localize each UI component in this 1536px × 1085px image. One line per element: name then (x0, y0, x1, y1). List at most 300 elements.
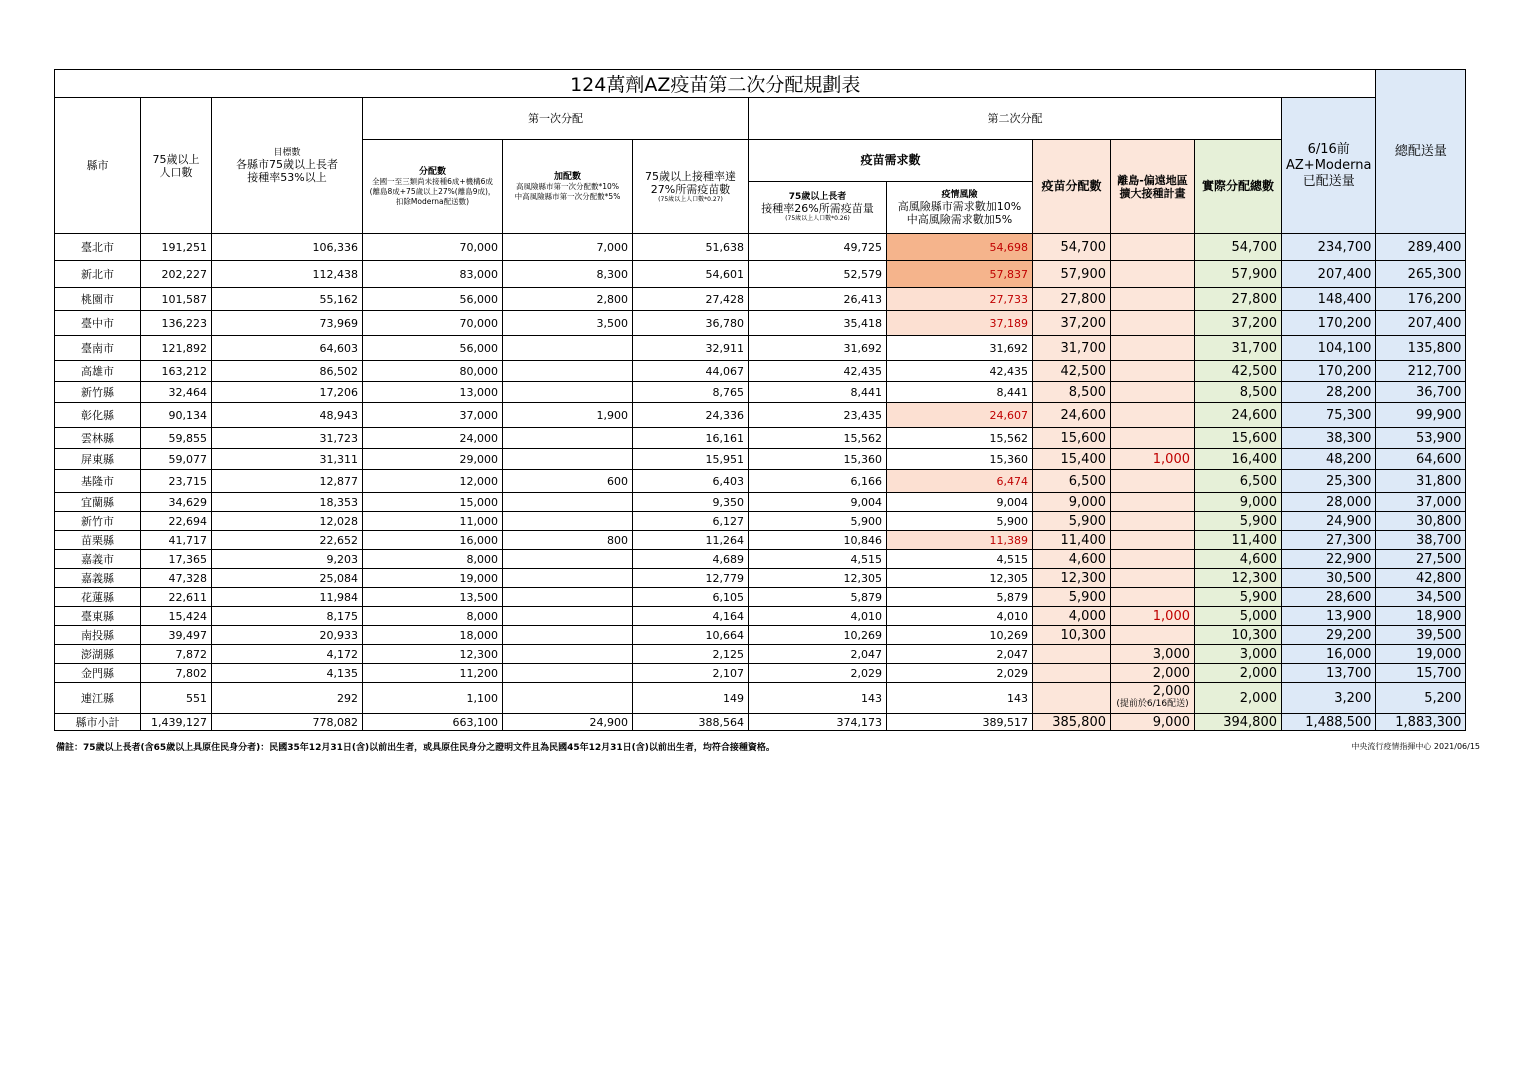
cell-island (1111, 550, 1195, 569)
cell-shipped: 30,500 (1282, 569, 1376, 588)
header-county: 縣市 (55, 98, 141, 234)
header-shipped-line1: 6/16前 (1307, 141, 1350, 157)
cell-need27: 54,601 (633, 261, 749, 288)
cell-pop: 34,629 (141, 493, 212, 512)
cell-d26: 42,435 (749, 361, 887, 382)
cell-d26: 12,305 (749, 569, 887, 588)
cell-alloc: 16,000 (363, 531, 503, 550)
cell-risk: 12,305 (887, 569, 1033, 588)
cell-d26: 52,579 (749, 261, 887, 288)
cell-d26: 26,413 (749, 288, 887, 311)
cell-extra: 3,500 (503, 311, 633, 336)
cell-actual: 6,500 (1195, 470, 1282, 493)
cell-shipped: 25,300 (1282, 470, 1376, 493)
cell-shipped: 22,900 (1282, 550, 1376, 569)
cell-need27: 2,125 (633, 645, 749, 664)
cell-county: 臺南市 (55, 336, 141, 361)
cell-alloc: 8,000 (363, 607, 503, 626)
cell-target: 4,135 (212, 664, 363, 683)
cell-valloc: 11,400 (1033, 531, 1111, 550)
table-row (55, 683, 1466, 714)
cell-valloc: 4,000 (1033, 607, 1111, 626)
header-risk-title: 疫情風險 (941, 189, 978, 200)
cell-island (1111, 626, 1195, 645)
cell-risk: 37,189 (887, 311, 1033, 336)
cell-d26: 9,004 (749, 493, 887, 512)
cell-total: 1,883,300 (1376, 714, 1466, 731)
cell-county: 新竹市 (55, 512, 141, 531)
cell-target: 112,438 (212, 261, 363, 288)
cell-valloc: 42,500 (1033, 361, 1111, 382)
header-actual: 實際分配總數 (1195, 140, 1282, 234)
cell-target: 31,723 (212, 428, 363, 449)
table-row (55, 588, 1466, 607)
cell-county: 雲林縣 (55, 428, 141, 449)
header-d26-note: (75歲以上人口數*0.26) (785, 215, 850, 222)
island-value: 2,000 (1152, 684, 1190, 699)
cell-alloc: 56,000 (363, 336, 503, 361)
header-d26 (749, 182, 887, 234)
cell-target: 778,082 (212, 714, 363, 731)
cell-pop: 47,328 (141, 569, 212, 588)
cell-target: 55,162 (212, 288, 363, 311)
header-need27-title: 75歲以上接種率達 27%所需疫苗數 (645, 169, 736, 196)
header-island: 離島-偏遠地區 擴大接種計畫 (1111, 140, 1195, 234)
cell-shipped: 28,000 (1282, 493, 1376, 512)
cell-valloc: 10,300 (1033, 626, 1111, 645)
cell-risk: 31,692 (887, 336, 1033, 361)
cell-pop: 59,077 (141, 449, 212, 470)
cell-valloc: 385,800 (1033, 714, 1111, 731)
cell-alloc: 12,300 (363, 645, 503, 664)
cell-actual: 9,000 (1195, 493, 1282, 512)
header-alloc-title: 分配數 (418, 166, 446, 177)
cell-shipped: 1,488,500 (1282, 714, 1376, 731)
cell-valloc: 5,900 (1033, 588, 1111, 607)
cell-risk: 54,698 (887, 234, 1033, 261)
cell-shipped: 104,100 (1282, 336, 1376, 361)
cell-shipped: 29,200 (1282, 626, 1376, 645)
table-row (55, 714, 1466, 731)
cell-risk: 5,900 (887, 512, 1033, 531)
table-row (55, 382, 1466, 403)
cell-target: 4,172 (212, 645, 363, 664)
cell-island (1111, 493, 1195, 512)
cell-pop: 163,212 (141, 361, 212, 382)
cell-pop: 15,424 (141, 607, 212, 626)
cell-need27: 27,428 (633, 288, 749, 311)
cell-extra: 8,300 (503, 261, 633, 288)
cell-island (1111, 311, 1195, 336)
cell-island: 9,000 (1111, 714, 1195, 731)
cell-pop: 17,365 (141, 550, 212, 569)
cell-d26: 10,846 (749, 531, 887, 550)
cell-alloc: 18,000 (363, 626, 503, 645)
cell-target: 12,028 (212, 512, 363, 531)
cell-actual: 2,000 (1195, 683, 1282, 714)
cell-d26: 35,418 (749, 311, 887, 336)
cell-actual: 11,400 (1195, 531, 1282, 550)
header-risk (887, 182, 1033, 234)
header-shipped-line3: 已配送量 (1302, 173, 1355, 189)
cell-actual: 8,500 (1195, 382, 1282, 403)
cell-island: 2,000 (1111, 664, 1195, 683)
table-row (55, 470, 1466, 493)
cell-island: 1,000 (1111, 607, 1195, 626)
cell-d26: 49,725 (749, 234, 887, 261)
cell-alloc: 56,000 (363, 288, 503, 311)
cell-risk: 9,004 (887, 493, 1033, 512)
cell-d26: 6,166 (749, 470, 887, 493)
header-shipped-line2: AZ+Moderna (1286, 157, 1372, 173)
cell-island (1111, 361, 1195, 382)
cell-extra: 7,000 (503, 234, 633, 261)
cell-valloc: 8,500 (1033, 382, 1111, 403)
cell-actual: 5,000 (1195, 607, 1282, 626)
cell-risk: 143 (887, 683, 1033, 714)
header-pop75: 75歲以上 人口數 (141, 98, 212, 234)
allocation-table (54, 69, 1466, 731)
header-target-title: 目標數 (273, 147, 301, 158)
table-row (55, 493, 1466, 512)
cell-island (1111, 428, 1195, 449)
table-row (55, 645, 1466, 664)
cell-risk: 6,474 (887, 470, 1033, 493)
cell-island (1111, 382, 1195, 403)
cell-d26: 10,269 (749, 626, 887, 645)
cell-actual: 3,000 (1195, 645, 1282, 664)
cell-need27: 4,689 (633, 550, 749, 569)
cell-island (1111, 234, 1195, 261)
cell-d26: 15,562 (749, 428, 887, 449)
cell-shipped: 27,300 (1282, 531, 1376, 550)
cell-target: 48,943 (212, 403, 363, 428)
cell-extra: 2,800 (503, 288, 633, 311)
cell-d26: 4,010 (749, 607, 887, 626)
cell-target: 9,203 (212, 550, 363, 569)
table-row (55, 311, 1466, 336)
table-row (55, 234, 1466, 261)
cell-target: 17,206 (212, 382, 363, 403)
cell-extra (503, 336, 633, 361)
cell-alloc: 29,000 (363, 449, 503, 470)
cell-actual: 12,300 (1195, 569, 1282, 588)
cell-total: 64,600 (1376, 449, 1466, 470)
cell-island: 1,000 (1111, 449, 1195, 470)
cell-county: 花蓮縣 (55, 588, 141, 607)
cell-island (1111, 470, 1195, 493)
cell-alloc: 12,000 (363, 470, 503, 493)
table-row (55, 428, 1466, 449)
cell-county: 高雄市 (55, 361, 141, 382)
cell-extra (503, 607, 633, 626)
cell-valloc: 12,300 (1033, 569, 1111, 588)
cell-actual: 16,400 (1195, 449, 1282, 470)
cell-d26: 31,692 (749, 336, 887, 361)
cell-total: 31,800 (1376, 470, 1466, 493)
cell-need27: 10,664 (633, 626, 749, 645)
cell-island (1111, 288, 1195, 311)
cell-target: 25,084 (212, 569, 363, 588)
cell-alloc: 13,000 (363, 382, 503, 403)
cell-island: 3,000 (1111, 645, 1195, 664)
cell-county: 嘉義縣 (55, 569, 141, 588)
cell-need27: 6,105 (633, 588, 749, 607)
cell-alloc: 83,000 (363, 261, 503, 288)
cell-county: 連江縣 (55, 683, 141, 714)
cell-island (1111, 336, 1195, 361)
cell-valloc: 24,600 (1033, 403, 1111, 428)
cell-island (1111, 588, 1195, 607)
cell-island (1111, 531, 1195, 550)
header-first-round: 第一次分配 (363, 98, 749, 140)
cell-d26: 4,515 (749, 550, 887, 569)
cell-alloc: 663,100 (363, 714, 503, 731)
cell-island (1111, 569, 1195, 588)
cell-risk: 8,441 (887, 382, 1033, 403)
cell-actual: 394,800 (1195, 714, 1282, 731)
cell-valloc: 6,500 (1033, 470, 1111, 493)
cell-shipped: 24,900 (1282, 512, 1376, 531)
cell-valloc (1033, 645, 1111, 664)
cell-extra (503, 550, 633, 569)
table-row (55, 288, 1466, 311)
cell-alloc: 13,500 (363, 588, 503, 607)
cell-shipped: 234,700 (1282, 234, 1376, 261)
cell-actual: 4,600 (1195, 550, 1282, 569)
island-note: (提前於6/16配送) (1116, 699, 1189, 709)
cell-county: 彰化縣 (55, 403, 141, 428)
cell-total: 36,700 (1376, 382, 1466, 403)
cell-d26: 23,435 (749, 403, 887, 428)
cell-shipped: 3,200 (1282, 683, 1376, 714)
cell-extra (503, 428, 633, 449)
cell-target: 12,877 (212, 470, 363, 493)
header-need27-note: (75歲以上人口數*0.27) (658, 195, 723, 203)
cell-need27: 15,951 (633, 449, 749, 470)
cell-risk: 24,607 (887, 403, 1033, 428)
cell-pop: 22,694 (141, 512, 212, 531)
cell-total: 34,500 (1376, 588, 1466, 607)
cell-pop: 22,611 (141, 588, 212, 607)
cell-county: 新北市 (55, 261, 141, 288)
cell-pop: 39,497 (141, 626, 212, 645)
table-title: 124萬劑AZ疫苗第二次分配規劃表 (55, 70, 1376, 98)
cell-extra: 600 (503, 470, 633, 493)
header-shipped (1282, 98, 1376, 234)
cell-pop: 551 (141, 683, 212, 714)
cell-total: 27,500 (1376, 550, 1466, 569)
cell-valloc: 54,700 (1033, 234, 1111, 261)
cell-pop: 121,892 (141, 336, 212, 361)
cell-actual: 24,600 (1195, 403, 1282, 428)
cell-valloc: 27,800 (1033, 288, 1111, 311)
table-row (55, 512, 1466, 531)
cell-shipped: 48,200 (1282, 449, 1376, 470)
cell-shipped: 170,200 (1282, 311, 1376, 336)
cell-target: 73,969 (212, 311, 363, 336)
cell-risk: 15,360 (887, 449, 1033, 470)
header-target-desc: 各縣市75歲以上長者 接種率53%以上 (236, 157, 338, 184)
cell-risk: 15,562 (887, 428, 1033, 449)
cell-valloc: 37,200 (1033, 311, 1111, 336)
cell-extra (503, 664, 633, 683)
cell-county: 臺東縣 (55, 607, 141, 626)
cell-shipped: 148,400 (1282, 288, 1376, 311)
cell-valloc: 15,600 (1033, 428, 1111, 449)
cell-extra (503, 683, 633, 714)
cell-target: 292 (212, 683, 363, 714)
cell-valloc: 5,900 (1033, 512, 1111, 531)
cell-total: 135,800 (1376, 336, 1466, 361)
cell-valloc: 15,400 (1033, 449, 1111, 470)
cell-extra (503, 382, 633, 403)
cell-pop: 90,134 (141, 403, 212, 428)
cell-d26: 143 (749, 683, 887, 714)
cell-shipped: 207,400 (1282, 261, 1376, 288)
table-row (55, 607, 1466, 626)
cell-risk: 42,435 (887, 361, 1033, 382)
cell-alloc: 1,100 (363, 683, 503, 714)
cell-extra: 1,900 (503, 403, 633, 428)
cell-d26: 2,047 (749, 645, 887, 664)
cell-total: 39,500 (1376, 626, 1466, 645)
cell-extra (503, 588, 633, 607)
cell-risk: 57,837 (887, 261, 1033, 288)
cell-extra (503, 361, 633, 382)
header-extra (503, 140, 633, 234)
cell-total: 265,300 (1376, 261, 1466, 288)
cell-extra (503, 645, 633, 664)
header-demand: 疫苗需求數 (749, 140, 1033, 182)
cell-county: 澎湖縣 (55, 645, 141, 664)
cell-alloc: 24,000 (363, 428, 503, 449)
cell-valloc (1033, 664, 1111, 683)
cell-risk: 5,879 (887, 588, 1033, 607)
cell-need27: 24,336 (633, 403, 749, 428)
cell-county: 新竹縣 (55, 382, 141, 403)
header-alloc-desc: 全國一至三類尚未接種6成+機構6成(離島8成+75歲以上27%(離島9成)，扣除Moderna配送數) (369, 176, 496, 206)
cell-valloc: 57,900 (1033, 261, 1111, 288)
cell-need27: 44,067 (633, 361, 749, 382)
cell-need27: 6,127 (633, 512, 749, 531)
cell-shipped: 28,600 (1282, 588, 1376, 607)
cell-pop: 41,717 (141, 531, 212, 550)
table-row (55, 550, 1466, 569)
cell-target: 106,336 (212, 234, 363, 261)
cell-actual: 37,200 (1195, 311, 1282, 336)
cell-need27: 388,564 (633, 714, 749, 731)
cell-need27: 36,780 (633, 311, 749, 336)
cell-target: 31,311 (212, 449, 363, 470)
cell-shipped: 16,000 (1282, 645, 1376, 664)
cell-county: 屏東縣 (55, 449, 141, 470)
cell-actual: 57,900 (1195, 261, 1282, 288)
cell-actual: 5,900 (1195, 588, 1282, 607)
cell-total: 289,400 (1376, 234, 1466, 261)
cell-total: 18,900 (1376, 607, 1466, 626)
cell-island (1111, 403, 1195, 428)
cell-extra: 800 (503, 531, 633, 550)
cell-actual: 42,500 (1195, 361, 1282, 382)
cell-target: 22,652 (212, 531, 363, 550)
table-row (55, 569, 1466, 588)
cell-pop: 7,872 (141, 645, 212, 664)
cell-pop: 59,855 (141, 428, 212, 449)
cell-extra: 24,900 (503, 714, 633, 731)
cell-risk: 2,047 (887, 645, 1033, 664)
cell-need27: 8,765 (633, 382, 749, 403)
cell-target: 11,984 (212, 588, 363, 607)
cell-d26: 5,900 (749, 512, 887, 531)
cell-need27: 32,911 (633, 336, 749, 361)
cell-extra (503, 569, 633, 588)
table-row (55, 531, 1466, 550)
header-d26-title: 75歲以上長者 (788, 192, 847, 202)
cell-alloc: 11,200 (363, 664, 503, 683)
cell-extra (503, 512, 633, 531)
cell-pop: 7,802 (141, 664, 212, 683)
cell-need27: 6,403 (633, 470, 749, 493)
cell-risk: 11,389 (887, 531, 1033, 550)
cell-need27: 9,350 (633, 493, 749, 512)
cell-d26: 2,029 (749, 664, 887, 683)
cell-pop: 32,464 (141, 382, 212, 403)
cell-actual: 10,300 (1195, 626, 1282, 645)
cell-target: 64,603 (212, 336, 363, 361)
cell-pop: 136,223 (141, 311, 212, 336)
cell-actual: 15,600 (1195, 428, 1282, 449)
header-risk-desc: 高風險縣市需求數加10% 中高風險需求數加5% (897, 199, 1022, 226)
cell-valloc: 9,000 (1033, 493, 1111, 512)
cell-target: 20,933 (212, 626, 363, 645)
cell-total: 30,800 (1376, 512, 1466, 531)
cell-county: 縣市小計 (55, 714, 141, 731)
cell-pop: 1,439,127 (141, 714, 212, 731)
cell-county: 南投縣 (55, 626, 141, 645)
cell-shipped: 75,300 (1282, 403, 1376, 428)
cell-valloc: 31,700 (1033, 336, 1111, 361)
table-row (55, 626, 1466, 645)
cell-total: 207,400 (1376, 311, 1466, 336)
cell-total: 15,700 (1376, 664, 1466, 683)
cell-alloc: 70,000 (363, 234, 503, 261)
cell-shipped: 38,300 (1282, 428, 1376, 449)
table-row (55, 664, 1466, 683)
cell-risk: 4,515 (887, 550, 1033, 569)
cell-actual: 54,700 (1195, 234, 1282, 261)
header-target (212, 98, 363, 234)
cell-alloc: 11,000 (363, 512, 503, 531)
cell-island (1111, 261, 1195, 288)
header-need27 (633, 140, 749, 234)
cell-risk: 10,269 (887, 626, 1033, 645)
cell-extra (503, 626, 633, 645)
header-total: 總配送量 (1376, 70, 1466, 234)
cell-alloc: 15,000 (363, 493, 503, 512)
cell-total: 212,700 (1376, 361, 1466, 382)
table-row (55, 336, 1466, 361)
cell-need27: 11,264 (633, 531, 749, 550)
table-row (55, 261, 1466, 288)
cell-d26: 5,879 (749, 588, 887, 607)
header-alloc (363, 140, 503, 234)
cell-need27: 149 (633, 683, 749, 714)
cell-county: 基隆市 (55, 470, 141, 493)
cell-d26: 8,441 (749, 382, 887, 403)
cell-county: 臺中市 (55, 311, 141, 336)
cell-actual: 27,800 (1195, 288, 1282, 311)
